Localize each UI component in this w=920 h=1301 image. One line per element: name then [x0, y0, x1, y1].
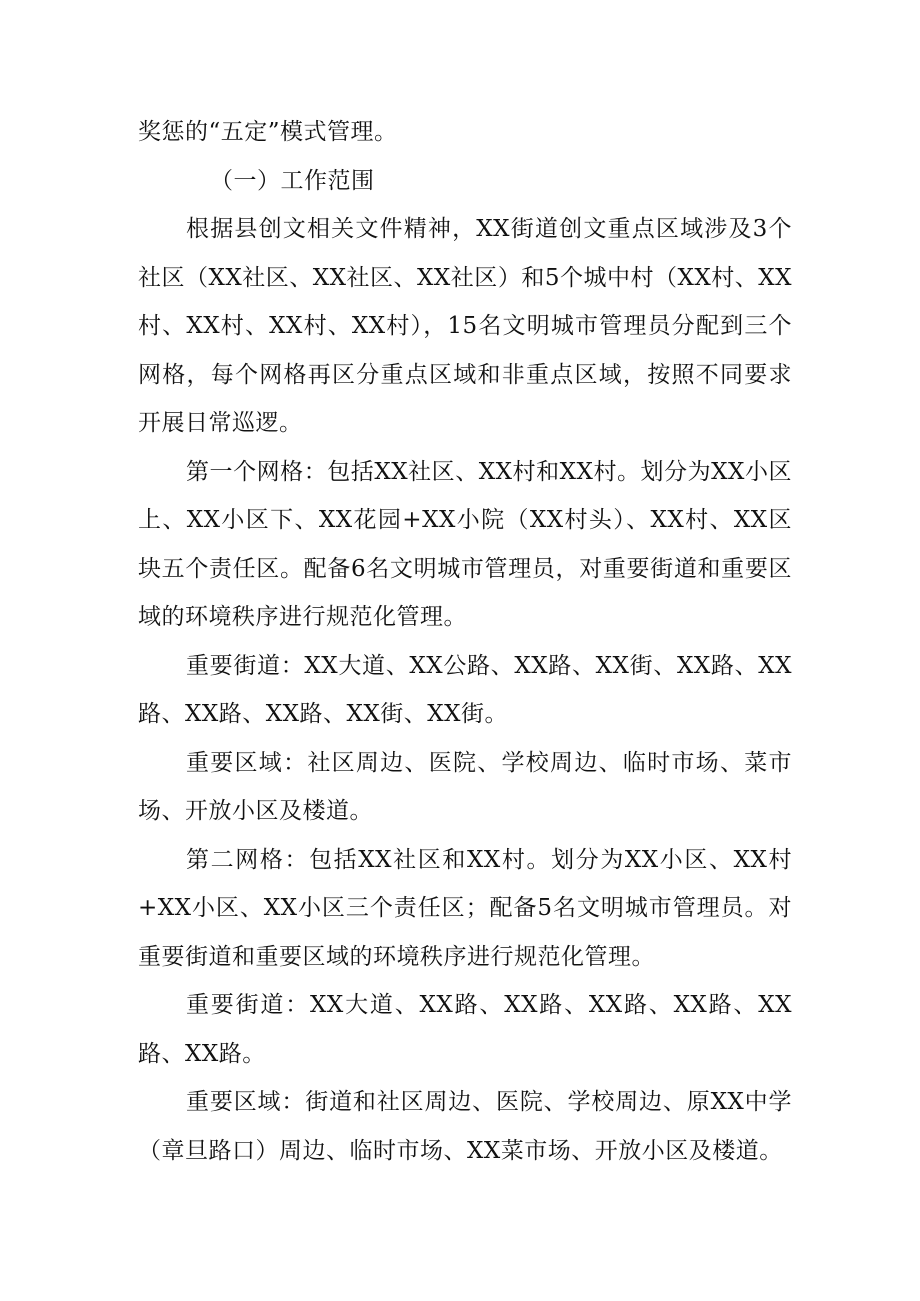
- section-heading: （一）工作范围: [210, 167, 375, 194]
- paragraph-grid-one: 第一个网格：包括XX社区、XX村和XX村。划分为XX小区上、XX小区下、XX花园+XX小院（XX村头）、XX村、XX区块五个责任区。配备6名文明城市管理员，对重要街道和重要区域的环境秩序进行规范化管理。: [138, 458, 792, 630]
- paragraph-continuation: 奖惩的“五定”模式管理。: [138, 119, 398, 145]
- paragraph-grid-two: 第二网格：包括XX社区和XX村。划分为XX小区、XX村+XX小区、XX小区三个责任区；配备5名文明城市管理员。对重要街道和重要区域的环境秩序进行规范化管理。: [138, 846, 792, 970]
- paragraph-grid-one-streets: 重要街道：XX大道、XX公路、XX路、XX街、XX路、XX路、XX路、XX路、XX街、XX街。: [138, 652, 792, 727]
- paragraph-grid-two-streets: 重要街道：XX大道、XX路、XX路、XX路、XX路、XX路、XX路。: [138, 992, 792, 1067]
- document-body: [138, 108, 792, 1175]
- paragraph-grid-two-areas: 重要区域：街道和社区周边、医院、学校周边、原XX中学（章旦路口）周边、临时市场、XX菜市场、开放小区及楼道。: [138, 1089, 792, 1164]
- paragraph-grid-one-areas: 重要区域：社区周边、医院、学校周边、临时市场、菜市场、开放小区及楼道。: [138, 749, 792, 824]
- paragraph-scope: 根据县创文相关文件精神，XX街道创文重点区域涉及3个社区（XX社区、XX社区、XX社区）和5个城中村（XX村、XX村、XX村、XX村、XX村），15名文明城市管理员分配到三个网格，每个网格再区分重点区域和非重点区域，按照不同要求开展日常巡逻。: [138, 216, 792, 436]
